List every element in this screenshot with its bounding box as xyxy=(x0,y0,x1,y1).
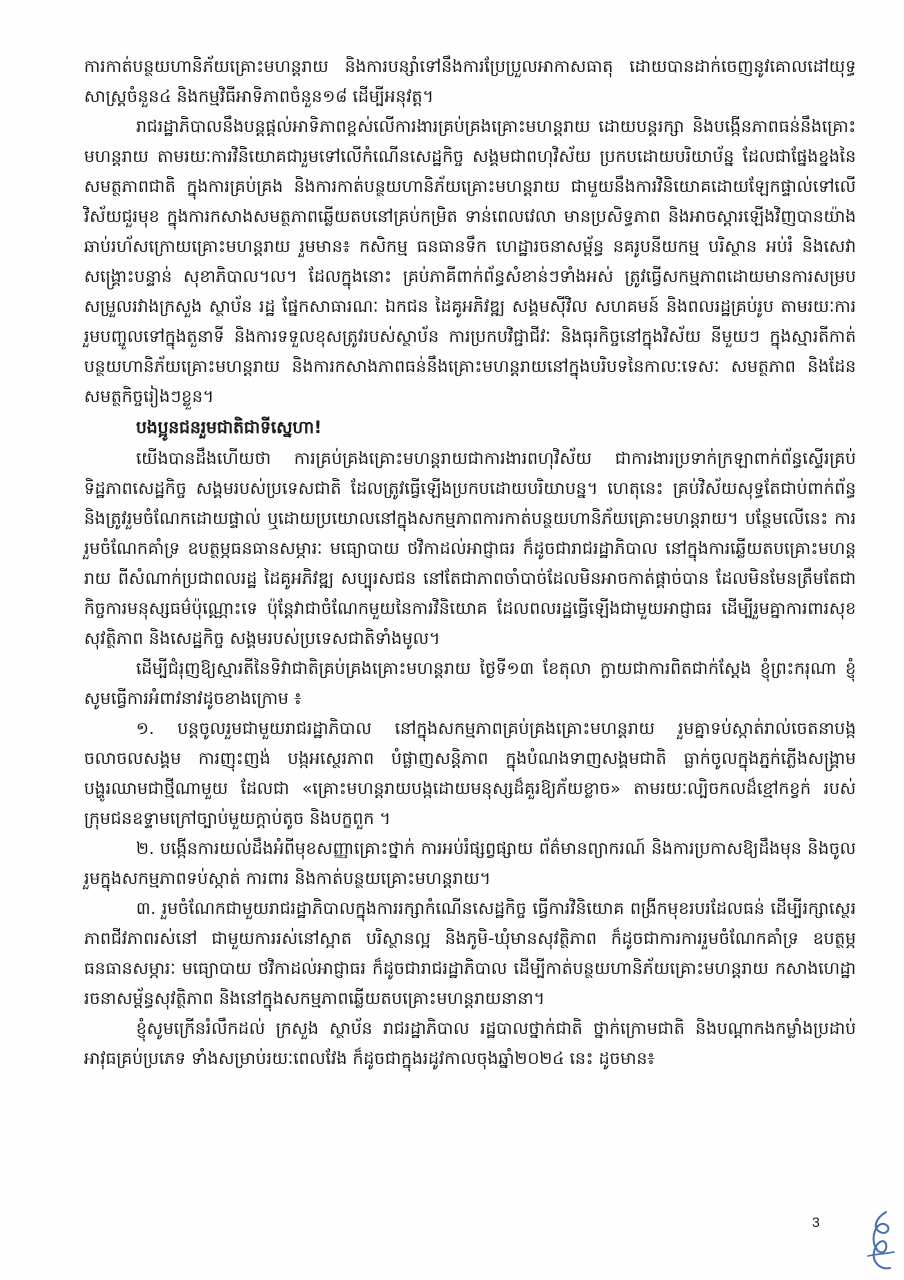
paragraph-closing: ខ្ញុំសូមក្រើនរំលឹកដល់ ក្រសួង ស្ថាប័ន រាជរដ្ឋាភិបាល រដ្ឋបាលថ្នាក់ជាតិ ថ្នាក់ក្រោមជាតិ និងបណ្តាកងកម្លាំងប្រដាប់អាវុធគ្រប់ប្រភេទ ទាំងសម្រាប់រយៈពេលវែង ក៏ដូចជាក្នុងរដូវកាលចុងឆ្នាំ២០២៤ នេះ ដូចមាន៖ xyxy=(84,1019,856,1069)
page-number: 3 xyxy=(812,1214,820,1230)
list-item-1: ១. បន្តចូលរួមជាមួយរាជរដ្ឋាភិបាល នៅក្នុងសកម្មភាពគ្រប់គ្រងគ្រោះមហន្តរាយ រួមគ្នាទប់ស្កាត់រាល់ចេតនាបង្កចលាចលសង្គម ការញុះញង់ បង្កអស្ថេរភាព បំផ្លាញសន្តិភាព ក្នុងបំណងទាញសង្គមជាតិ ធ្លាក់ចូលក្នុងភ្នក់ភ្លើងសង្គ្រាមបង្ហូរឈាមជាថ្មីណាមួយ ដែលជា «គ្រោះមហន្តរាយបង្កដោយមនុស្សដ៏គួរឱ្យភ័យខ្លាច» តាមរយៈល្បិចកលដ៏ខ្មៅកខ្វក់ របស់ក្រុមជនឧទ្ទាមក្រៅច្បាប់មួយក្តាប់តូច និងបក្ខពួក ។ xyxy=(84,719,856,829)
document-body xyxy=(84,52,856,1074)
paragraph-appeal-intro: ដើម្បីជំរុញឱ្យស្មារតីនៃទិវាជាតិគ្រប់គ្រងគ្រោះមហន្តរាយ ថ្ងៃទី១៣ ខែតុលា ក្លាយជាការពិតជាក់ស្តែង ខ្ញុំព្រះករុណា ខ្ញុំសូមធ្វើការអំពាវនាវដូចខាងក្រោម ៖ xyxy=(84,659,856,709)
section-heading: បងប្អូនជនរួមជាតិជាទីស្នេហា! xyxy=(136,418,322,438)
signature-initial-icon xyxy=(862,1208,898,1274)
list-item-3: ៣. រួមចំណែកជាមួយរាជរដ្ឋាភិបាលក្នុងការរក្សាកំណើនសេដ្ឋកិច្ច ធ្វើការវិនិយោគ ពង្រីកមុខរបរដែលធន់ ដើម្បីរក្សាស្ថេរភាពជីវភាពរស់នៅ ជាមួយការរស់នៅស្អាត បរិស្ថានល្អ និងភូមិ-ឃុំមានសុវត្ថិភាព ក៏ដូចជាការការរួមចំណែកគាំទ្រ ឧបត្ថម្ភធនធានសម្ភារៈ មធ្យោបាយ ថវិកាដល់អាជ្ញាធរ ក៏ដូចជារាជរដ្ឋាភិបាល ដើម្បីកាត់បន្ថយហានិភ័យគ្រោះមហន្តរាយ កសាងហេដ្ឋារចនាសម្ព័ន្ធសុវត្ថិភាព និងនៅក្នុងសកម្មភាពឆ្លើយតបគ្រោះមហន្តរាយនានា។ xyxy=(84,899,856,1009)
paragraph-government-priority: រាជរដ្ឋាភិបាលនឹងបន្តផ្តល់អាទិភាពខ្ពស់លើការងារគ្រប់គ្រងគ្រោះមហន្តរាយ ដោយបន្តរក្សា និងបង្កើនភាពធន់នឹងគ្រោះមហន្តរាយ តាមរយៈការវិនិយោគជារួមទៅលើកំណើនសេដ្ឋកិច្ច សង្គមជាពហុវិស័យ ប្រកបដោយបរិយាប័ន្ន ដែលជាផ្នែងខ្នងនៃសមត្ថភាពជាតិ ក្នុងការគ្រប់គ្រង និងការកាត់បន្ថយហានិភ័យគ្រោះមហន្តរាយ ជាមួយនឹងការវិនិយោគដោយឡែកផ្ទាល់ទៅលើវិស័យជួរមុខ ក្នុងការកសាងសមត្ថភាពឆ្លើយតបនៅគ្រប់កម្រិត ទាន់ពេលវេលា មានប្រសិទ្ធភាព និងអាចស្តារឡើងវិញបានយ៉ាងឆាប់រហ័សក្រោយគ្រោះមហន្តរាយ រួមមាន៖ កសិកម្ម ធនធានទឹក ហេដ្ឋារចនាសម្ព័ន្ធ នគរូបនីយកម្ម បរិស្ថាន អប់រំ និងសេវាសង្គ្រោះបន្ទាន់ សុខាភិបាល។ល។ ដែលក្នុងនោះ គ្រប់ភាគីពាក់ព័ន្ធសំខាន់ៗទាំងអស់ ត្រូវធ្វើសកម្មភាពដោយមានការសម្របសម្រួលរវាងក្រសួង ស្ថាប័ន រដ្ឋ ផ្នែកសាធារណៈ ឯកជន ដៃគូអភិវឌ្ឍ សង្គមស៊ីវិល សហគមន៍ និងពលរដ្ឋគ្រប់រូប តាមរយៈការរួមបញ្ចូលទៅក្នុងតួនាទី និងការទទួលខុសត្រូវរបស់ស្ថាប័ន ការប្រកបវិជ្ជាជីវៈ និងធុរកិច្ចនៅក្នុងវិស័យ នីមួយៗ ក្នុងស្មារតីកាត់បន្ថយហានិភ័យគ្រោះមហន្តរាយ និងការកសាងភាពធន់នឹងគ្រោះមហន្តរាយនៅក្នុងបរិបទនៃកាលៈទេសៈ សមត្ថភាព និងដែនសមត្ថកិច្ចរៀងៗខ្លួន។ xyxy=(84,117,856,407)
paragraph-multisector: យើងបានដឹងហើយថា ការគ្រប់គ្រងគ្រោះមហន្តរាយជាការងារពហុវិស័យ ជាការងារប្រទាក់ក្រឡាពាក់ព័ន្ធស្ទើរគ្រប់ទិដ្ឋភាពសេដ្ឋកិច្ច សង្គមរបស់ប្រទេសជាតិ ដែលត្រូវធ្វើឡើងប្រកបដោយបរិយាបន្ន។ ហេតុនេះ គ្រប់វិស័យសុទ្ធតែជាប់ពាក់ព័ន្ធ និងត្រូវរួមចំណែកដោយផ្ទាល់ ឬដោយប្រយោលនៅក្នុងសកម្មភាពការកាត់បន្ថយហានិភ័យគ្រោះមហន្តរាយ។ បន្ថែមលើនេះ ការរួមចំណែកគាំទ្រ ឧបត្ថម្ភធនធានសម្ភារៈ មធ្យោបាយ ថវិកាដល់អាជ្ញាធរ ក៏ដូចជារាជរដ្ឋាភិបាល នៅក្នុងការឆ្លើយតបគ្រោះមហន្តរាយ ពីសំណាក់ប្រជាពលរដ្ឋ ដៃគូអភិវឌ្ឍ សប្បុរសជន នៅតែជាភាពចាំបាច់ដែលមិនអាចកាត់ផ្តាច់បាន ដែលមិនមែនត្រឹមតែជាកិច្ចការមនុស្សធម៌ប៉ុណ្ណោះទេ ប៉ុន្តែវាជាចំណែកមួយនៃការវិនិយោគ ដែលពលរដ្ឋធ្វើឡើងជាមួយអាជ្ញាធរ ដើម្បីរួមគ្នាការពារសុខសុវត្ថិភាព និងសេដ្ឋកិច្ច សង្គមរបស់ប្រទេសជាតិទាំងមូល។ xyxy=(84,449,856,649)
list-item-2: ២. បង្កើនការយល់ដឹងអំពីមុខសញ្ញាគ្រោះថ្នាក់ ការអប់រំផ្សព្វផ្សាយ ព័ត៌មានព្យាករណ៍ និងការប្រកាសឱ្យដឹងមុន និងចូលរួមក្នុងសកម្មភាពទប់ស្កាត់ ការពារ និងកាត់បន្ថយគ្រោះមហន្តរាយ។ xyxy=(84,839,856,889)
paragraph-continuation: ការកាត់បន្ថយហានិភ័យគ្រោះមហន្តរាយ និងការបន្សាំទៅនឹងការប្រែប្រួលអាកាសធាតុ ដោយបានដាក់ចេញនូវគោលដៅយុទ្ធសាស្ត្រចំនួន៤ និងកម្មវិធីអាទិភាពចំនួន១៨ ដើម្បីអនុវត្ត។ xyxy=(84,57,856,107)
